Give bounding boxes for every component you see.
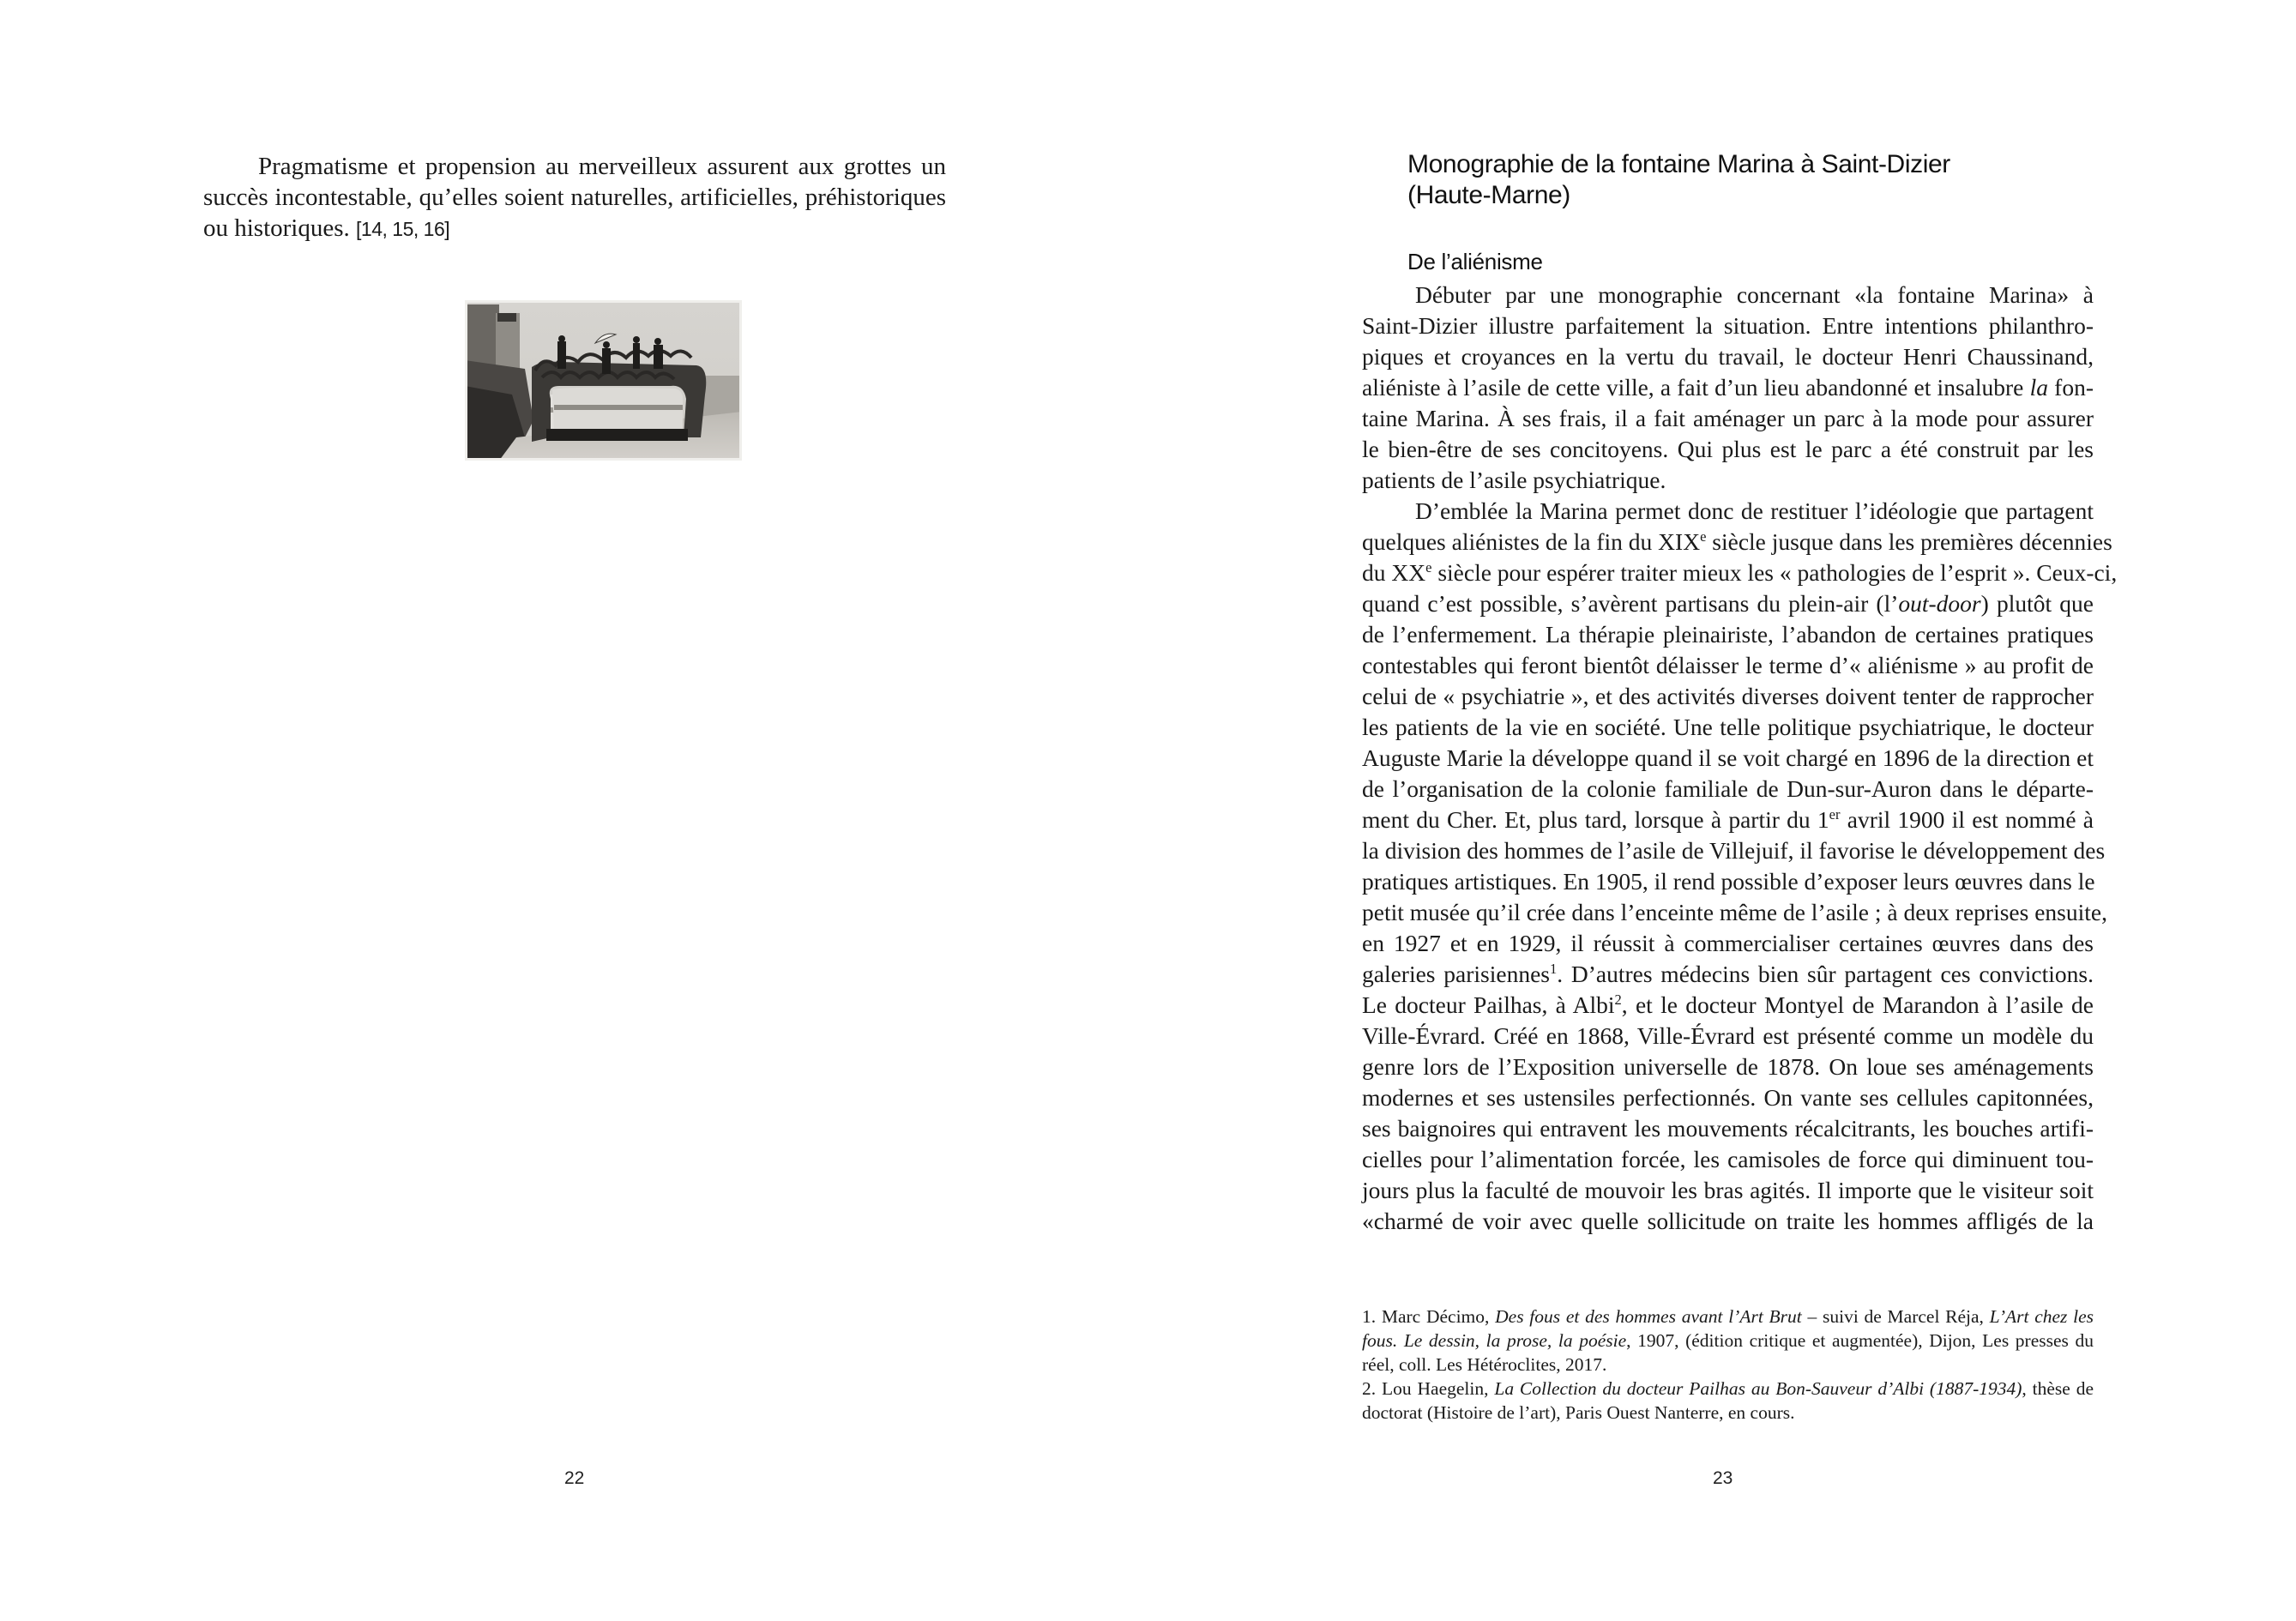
grottes-paragraph [203,151,946,244]
body-line: le bien-être de ses concitoyens. Qui plus est le parc a été construit par les [1362,436,2094,462]
chapter-title [1407,149,2094,211]
body-line: en 1927 et en 1929, il réussit à commercialiser certaines œuvres dans des [1362,930,2094,956]
footnote-2 [1362,1377,2094,1401]
body-line-text: Le docteur Pailhas, à Albi [1362,991,1615,1018]
body-line [1362,372,2094,403]
body-line: taine Marina. À ses frais, il a fait aménager un parc à la mode pour assurer [1362,405,2094,431]
body-line: Auguste Marie la développe quand il se voit chargé en 1896 de la direction et [1362,744,2094,771]
body-line-text: fon- [2047,374,2094,401]
body-line: piques et croyances en la vertu du travail, le docteur Henri Chaussinand, [1362,343,2094,370]
footnote-number: 2. [1362,1378,1377,1399]
body-line: patients de l’asile psychiatrique. [1362,467,1666,493]
chapter-title-line1: Monographie de la fontaine Marina à Saint-Dizier [1407,150,1950,178]
body-line [1362,588,2094,619]
body-line [1362,990,2094,1021]
body-line: Saint-Dizier illustre parfaitement la situation. Entre intentions philanthro- [1362,312,2094,339]
page-number-left: 22 [564,1468,585,1488]
body-line-text: du XX [1362,559,1426,586]
right-page-body [1362,280,2118,1237]
italic-la: la [2029,374,2048,401]
footnote-title: L’Art chez les [1989,1306,2094,1327]
body-line: D’emblée la Marina permet donc de restituer l’idéologie que partagent [1415,497,2094,524]
left-page-body [203,151,946,244]
body-line-text: . D’autres médecins bien sûr partagent ces convictions. [1557,961,2094,987]
footnote-author: Marc Décimo, [1381,1306,1490,1327]
page-number-right: 23 [1713,1468,1733,1488]
body-line: modernes et ses ustensiles perfectionnés. On vante ses cellules capitonnées, [1362,1084,2094,1111]
footnote-ref-2[interactable]: 2 [1614,991,1622,1008]
body-line: celui de « psychiatrie », et des activités diverses doivent tenter de rapprocher [1362,683,2094,709]
body-line: ses baignoires qui entravent les mouvements récalcitrants, les bouches artifi- [1362,1115,2094,1142]
body-line: la division des hommes de l’asile de Villejuif, il favorise le développement des [1362,837,2106,864]
body-line: «charmé de voir avec quelle sollicitude on traite les hommes affligés de la [1362,1208,2094,1234]
body-line-text: ) plutôt que [1980,590,2094,617]
body-line-text: siècle jusque dans les premières décennies [1706,528,2112,555]
body-line-text: , et le docteur Montyel de Marandon à l’asile de [1621,991,2094,1018]
paragraph-text: Pragmatisme et propension au merveilleux assurent aux grottes un succès incontestable, qu’elles soient naturelles, artificielles, préhistoriques ou historiques. [203,153,946,242]
footnote-title: La Collection du docteur Pailhas au Bon-Sauveur d’Albi (1887-1934) [1494,1378,2022,1399]
body-line: petit musée qu’il crée dans l’enceinte même de l’asile ; à deux reprises ensuite, [1362,899,2107,925]
footnote-text: , 1907, (édition critique et augmentée), Dijon, Les presses du [1626,1330,2094,1351]
marina-bridge-photo [465,300,742,461]
body-line: Débuter par une monographie concernant «la fontaine Marina» à [1415,281,2094,308]
body-line: de l’organisation de la colonie familiale de Dun-sur-Auron dans le départe- [1362,775,2094,802]
footnote-text: , thèse de [2022,1378,2094,1399]
footnote-title: fous. Le dessin, la prose, la poésie [1362,1330,1627,1351]
footnote-2-cont: doctorat (Histoire de l’art), Paris Ouest Nanterre, en cours. [1362,1402,1795,1423]
body-line: contestables qui feront bientôt délaisser le terme d’« aliénisme » au profit de [1362,652,2094,678]
footnote-number: 1. [1362,1306,1377,1327]
footnote-1-cont [1362,1329,2094,1353]
footnote-1-cont: réel, coll. Les Hétéroclites, 2017. [1362,1354,1607,1375]
chapter-title-line2: (Haute-Marne) [1407,181,1570,209]
body-line-text: siècle pour espérer traiter mieux les « pathologies de l’esprit ». Ceux-ci, [1431,559,2118,586]
footnotes [1362,1305,2094,1425]
body-line: pratiques artistiques. En 1905, il rend possible d’exposer leurs œuvres dans le [1362,868,2095,895]
body-line-text: quand c’est possible, s’avèrent partisans du plein-air (l’ [1362,590,1899,617]
body-line: cielles pour l’alimentation forcée, les camisoles de force qui diminuent tou- [1362,1146,2094,1172]
body-line [1362,557,2118,588]
body-line: les patients de la vie en société. Une telle politique psychiatrique, le docteur [1362,714,2094,740]
body-line-text: ment du Cher. Et, plus tard, lorsque à partir du 1 [1362,806,1829,833]
superscript: e [1425,558,1432,575]
body-line-text: galeries parisiennes [1362,961,1550,987]
superscript: e [1700,527,1707,545]
footnote-1 [1362,1305,2094,1329]
citation-reference[interactable]: [14, 15, 16] [356,218,450,240]
body-line: Ville-Évrard. Créé en 1868, Ville-Évrard est présenté comme un modèle du [1362,1022,2094,1049]
body-line: de l’enfermement. La thérapie pleinairiste, l’abandon de certaines pratiques [1362,621,2094,648]
italic-out-door: out-door [1898,590,1981,617]
footnote-ref-1[interactable]: 1 [1549,960,1558,977]
section-title: De l’aliénisme [1407,249,1543,274]
body-line [1362,959,2094,990]
body-line-text: avril 1900 il est nommé à [1840,806,2094,833]
footnote-text: – suivi de Marcel Réja, [1801,1306,1990,1327]
body-line-text: quelques aliénistes de la fin du XIX [1362,528,1701,555]
body-line: genre lors de l’Exposition universelle de 1878. On loue ses aménagements [1362,1053,2094,1080]
photo-illustration [465,300,742,461]
body-line: jours plus la faculté de mouvoir les bras agités. Il importe que le visiteur soit [1362,1177,2094,1203]
body-line-text: aliéniste à l’asile de cette ville, a fait d’un lieu abandonné et insalubre [1362,374,2030,401]
footnote-title: Des fous et des hommes avant l’Art Brut [1495,1306,1802,1327]
body-line [1362,804,2094,835]
superscript: er [1829,805,1841,823]
body-line [1362,527,2112,557]
footnote-author: Lou Haegelin, [1382,1378,1489,1399]
